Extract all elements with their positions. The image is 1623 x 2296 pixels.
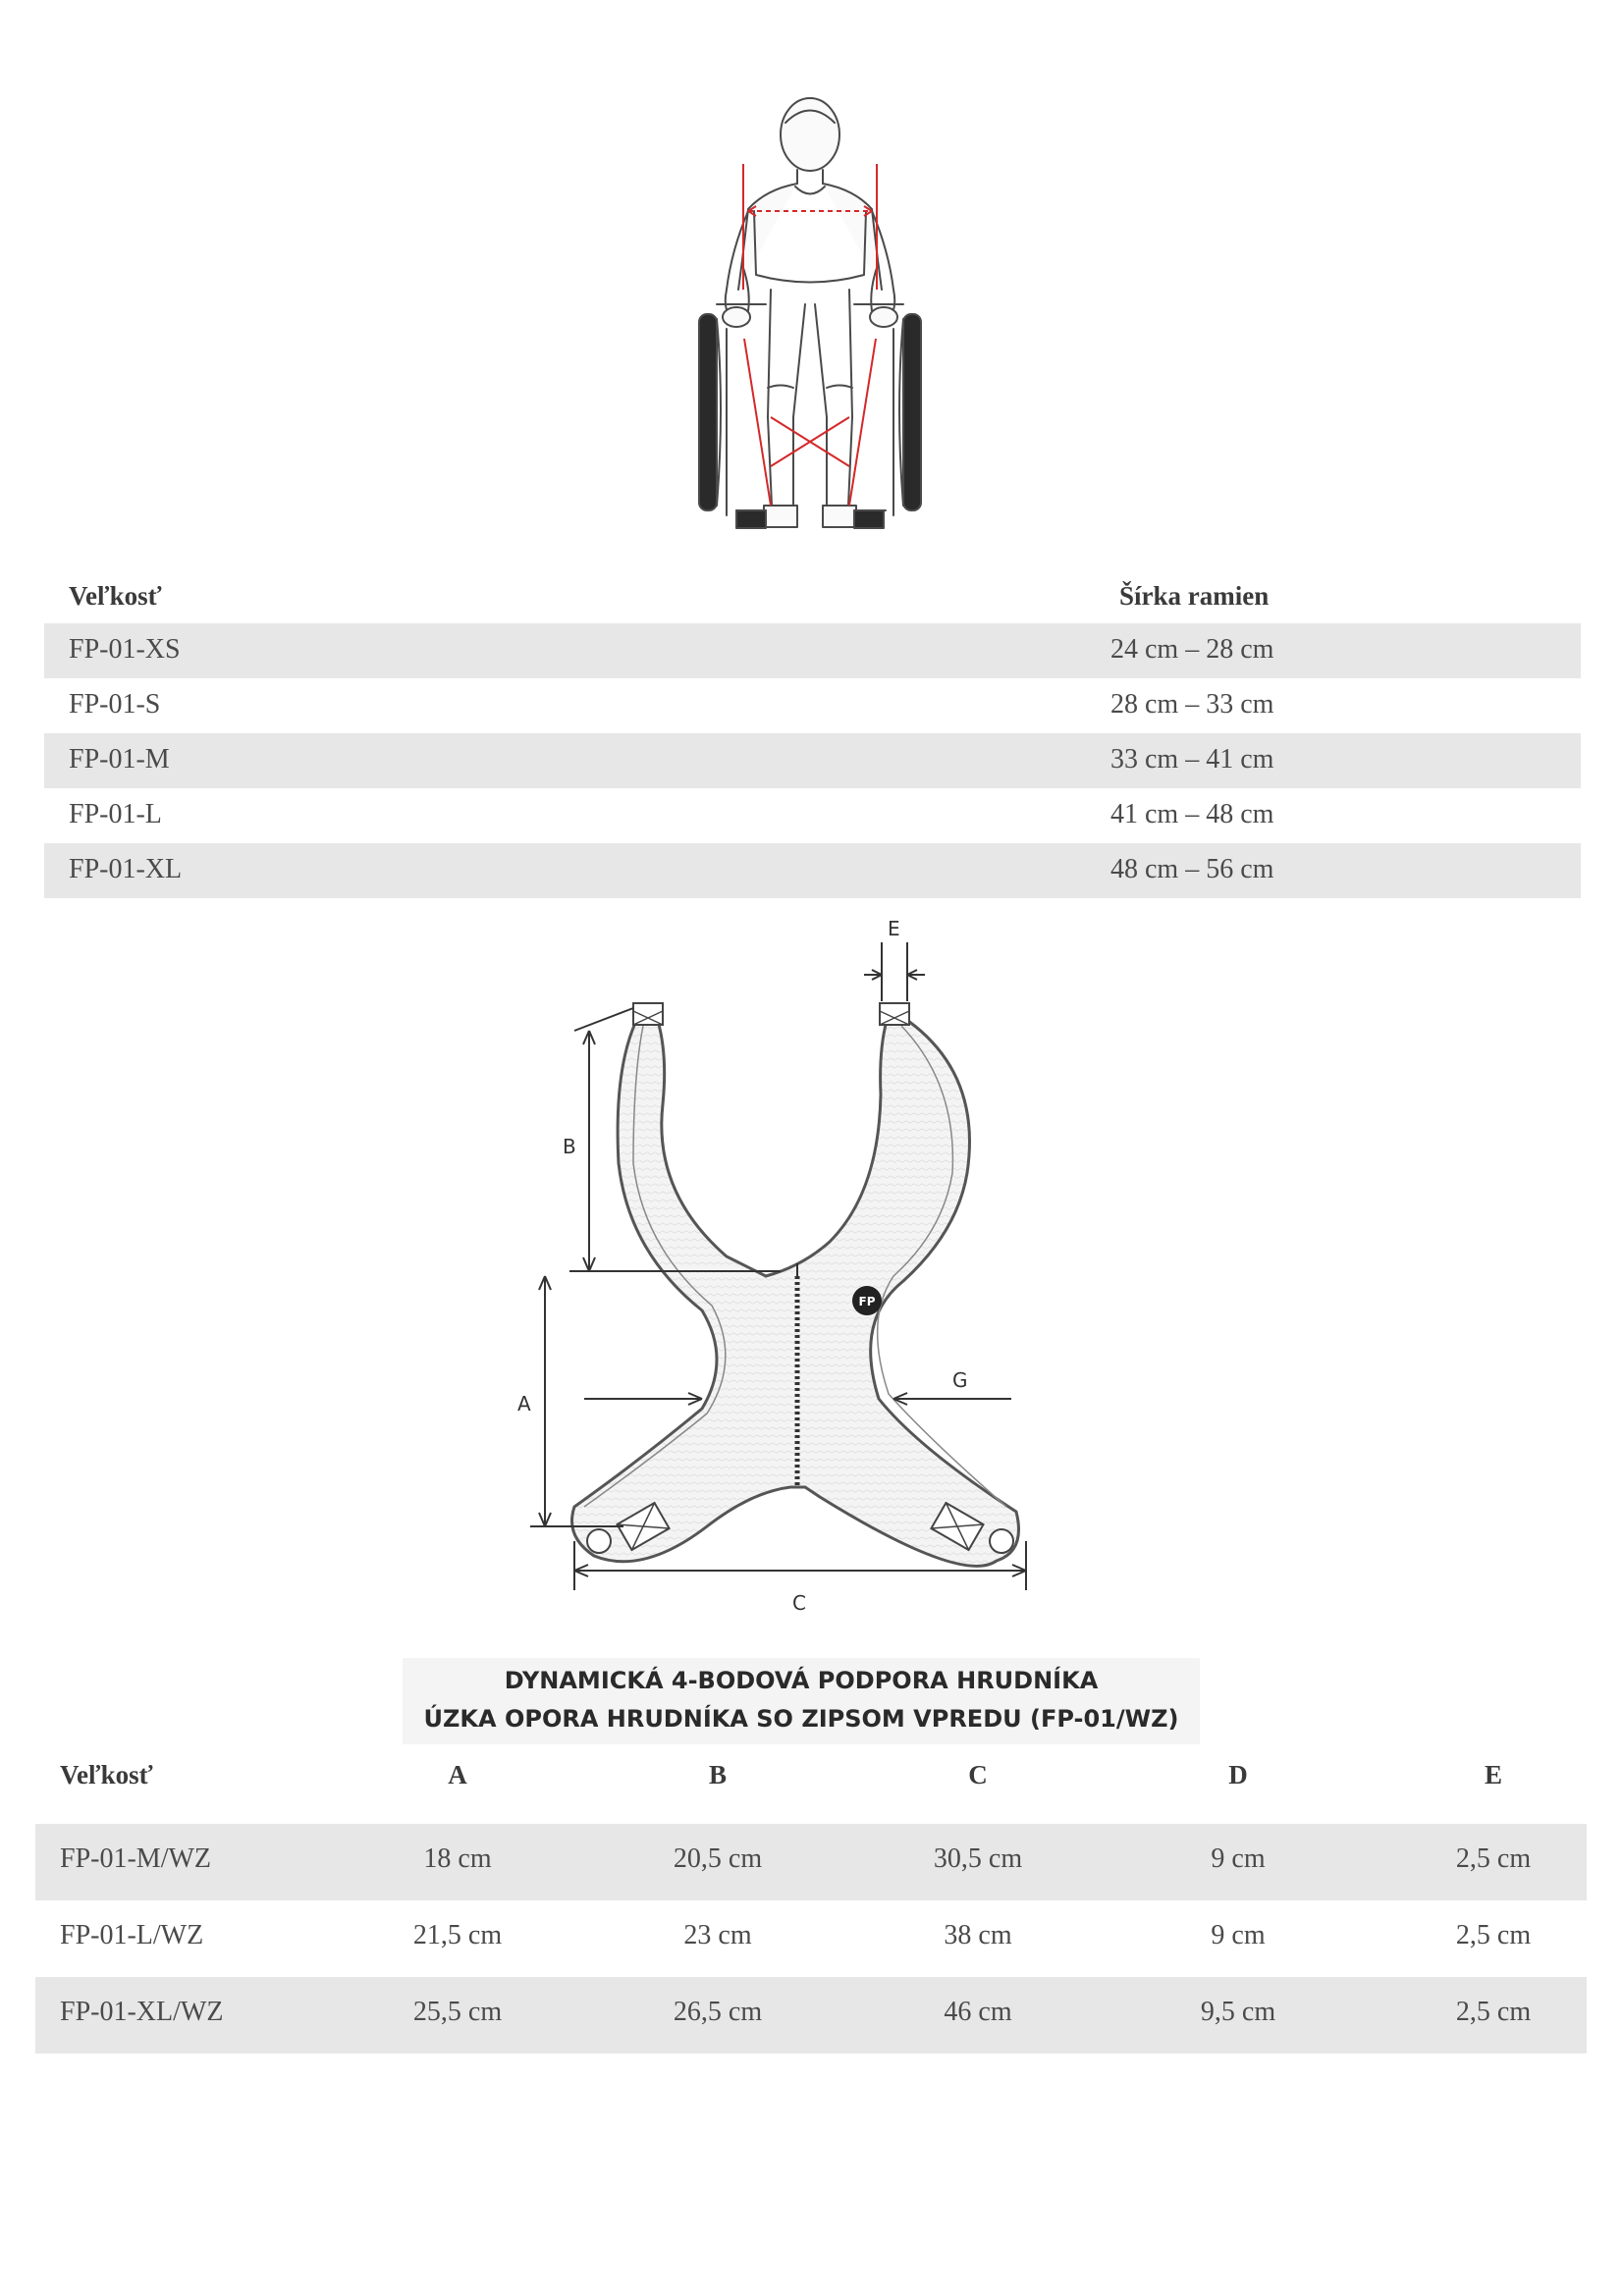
header-size: Veľkosť (60, 1760, 153, 1789)
b-cell: 26,5 cm (673, 1997, 763, 2027)
a-cell: 18 cm (423, 1843, 492, 1874)
d-cell: 9 cm (1211, 1920, 1266, 1950)
label-g: G (952, 1368, 968, 1392)
table-row (44, 788, 1581, 843)
label-b: B (563, 1135, 576, 1158)
table-row (44, 843, 1581, 898)
e-cell: 2,5 cm (1455, 1997, 1532, 2027)
b-cell: 23 cm (683, 1920, 752, 1950)
a-cell: 21,5 cm (412, 1920, 503, 1950)
table-row (44, 733, 1581, 788)
header-a: A (448, 1760, 467, 1789)
size-cell: FP-01-XL/WZ (60, 1997, 224, 2027)
table-header (35, 1745, 1587, 1824)
width-cell: 33 cm – 41 cm (1110, 744, 1274, 774)
harness-dimension-diagram (496, 898, 1046, 1644)
header-size: Veľkosť (69, 581, 162, 611)
header-b: B (708, 1760, 727, 1789)
table-row (35, 1824, 1587, 1900)
size-cell: FP-01-S (69, 689, 161, 720)
b-cell: 20,5 cm (673, 1843, 763, 1874)
table-row (35, 1900, 1587, 1977)
width-cell: 41 cm – 48 cm (1110, 799, 1274, 829)
size-cell: FP-01-L (69, 799, 162, 829)
label-c: C (792, 1591, 806, 1615)
header-e: E (1484, 1760, 1502, 1789)
d-cell: 9,5 cm (1200, 1997, 1276, 2027)
header-shoulder-width: Šírka ramien (1119, 581, 1270, 611)
a-cell: 25,5 cm (412, 1997, 503, 2027)
size-cell: FP-01-M/WZ (60, 1843, 211, 1874)
size-cell: FP-01-XL (69, 854, 183, 884)
width-cell: 24 cm – 28 cm (1110, 634, 1274, 665)
d-cell: 9 cm (1211, 1843, 1266, 1874)
label-a: A (517, 1392, 531, 1415)
size-cell: FP-01-L/WZ (60, 1920, 204, 1950)
width-cell: 28 cm – 33 cm (1110, 689, 1274, 720)
header-c: C (968, 1760, 988, 1789)
width-cell: 48 cm – 56 cm (1110, 854, 1274, 884)
table-row (35, 1977, 1587, 2054)
shoulder-width-table (44, 569, 1581, 898)
label-e: E (888, 917, 900, 940)
wheelchair-measurement-illustration (677, 93, 943, 540)
size-cell: FP-01-XS (69, 634, 181, 665)
size-cell: FP-01-M (69, 744, 170, 774)
e-cell: 2,5 cm (1455, 1843, 1532, 1874)
header-d: D (1228, 1760, 1248, 1789)
product-title-line-1: DYNAMICKÁ 4-BODOVÁ PODPORA HRUDNÍKA (504, 1667, 1099, 1694)
fp-logo-text: FP (858, 1295, 876, 1308)
table-row (44, 678, 1581, 733)
table-row (44, 623, 1581, 678)
product-title-line-2: ÚZKA OPORA HRUDNÍKA SO ZIPSOM VPREDU (FP-01/WZ) (423, 1705, 1179, 1733)
e-cell: 2,5 cm (1455, 1920, 1532, 1950)
dimension-table (35, 1745, 1587, 2054)
product-title (403, 1658, 1200, 1744)
c-cell: 30,5 cm (933, 1843, 1023, 1874)
c-cell: 38 cm (944, 1920, 1012, 1950)
table-header (44, 569, 1581, 623)
c-cell: 46 cm (944, 1997, 1012, 2027)
